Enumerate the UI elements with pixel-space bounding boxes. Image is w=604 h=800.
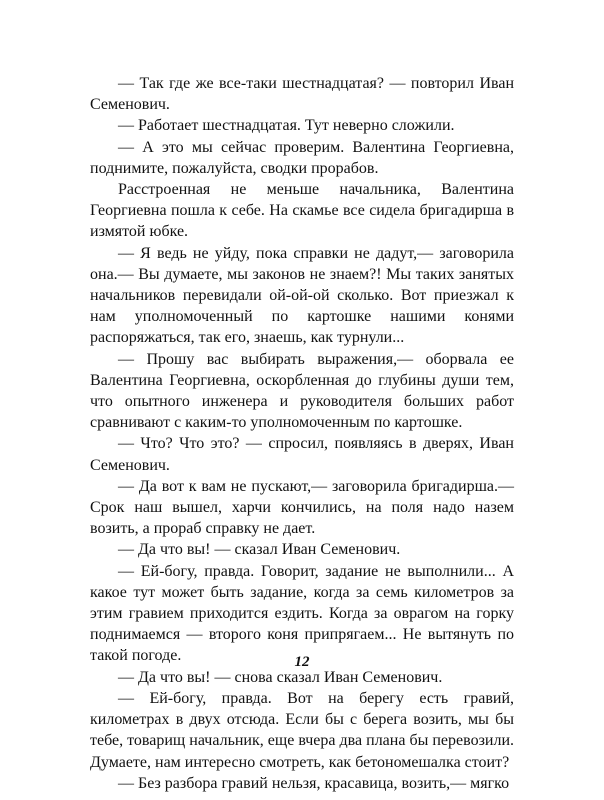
- paragraph: — Без разбора гравий нельзя, красавица, возить,— мягко: [118, 774, 510, 792]
- body-text: [90, 73, 514, 794]
- paragraph: — Ей-богу, правда. Говорит, задание не выполнили... А какое тут может быть задание, когда за семь километров за этим гравием приходится ездить. Когда за оврагом на горку поднимаемся — второго коня припрягаем... Не вытянуть по такой погоде.: [90, 562, 514, 665]
- paragraph: — Я ведь не уйду, пока справки не дадут,— заговорила она.— Вы думаете, мы законов не знаем?! Мы таких занятых начальников перевидали ой-ой-ой сколько. Вот приезжал к нам уполномоченный по картошке нашими конями распоряжаться, так его, знаешь, как турнули...: [90, 244, 514, 347]
- paragraph: Расстроенная не меньше начальника, Валентина Георгиевна пошла к себе. На скамье все сидела бригадирша в измятой юбке.: [90, 181, 514, 241]
- paragraph: — Работает шестнадцатая. Тут неверно сложили.: [118, 117, 455, 135]
- paragraph: — Так где же все-таки шестнадцатая? — повторил Иван Семенович.: [90, 75, 514, 114]
- paragraph: — Ей-богу, правда. Вот на берегу есть гравий, километрах в двух отсюда. Если бы с берега возить, мы бы тебе, товарищ начальник, еще вчера два плана бы перевозили. Думаете, нам интересно смотреть, как бетономешалка стоит?: [90, 689, 514, 771]
- paragraph: — А это мы сейчас проверим. Валентина Георгиевна, поднимите, пожалуйста, сводки прорабов.: [90, 138, 514, 177]
- paragraph: — Что? Что это? — спросил, появляясь в дверях, Иван Семенович.: [90, 435, 514, 474]
- paragraph: — Да что вы! — сказал Иван Семенович.: [118, 541, 401, 559]
- page-number: 12: [294, 654, 310, 670]
- paragraph: — Да что вы! — снова сказал Иван Семенович.: [118, 668, 443, 686]
- paragraph: — Да вот к вам не пускают,— заговорила бригадирша.— Срок наш вышел, харчи кончились, на поля надо назем возить, а прораб справку не дает.: [90, 477, 514, 538]
- paragraph: — Прошу вас выбирать выражения,— оборвала ее Валентина Георгиевна, оскорбленная до глубины души тем, что опытного инженера и руководителя больших работ сравнивают с каким-то уполномоченным по картошке.: [90, 350, 514, 432]
